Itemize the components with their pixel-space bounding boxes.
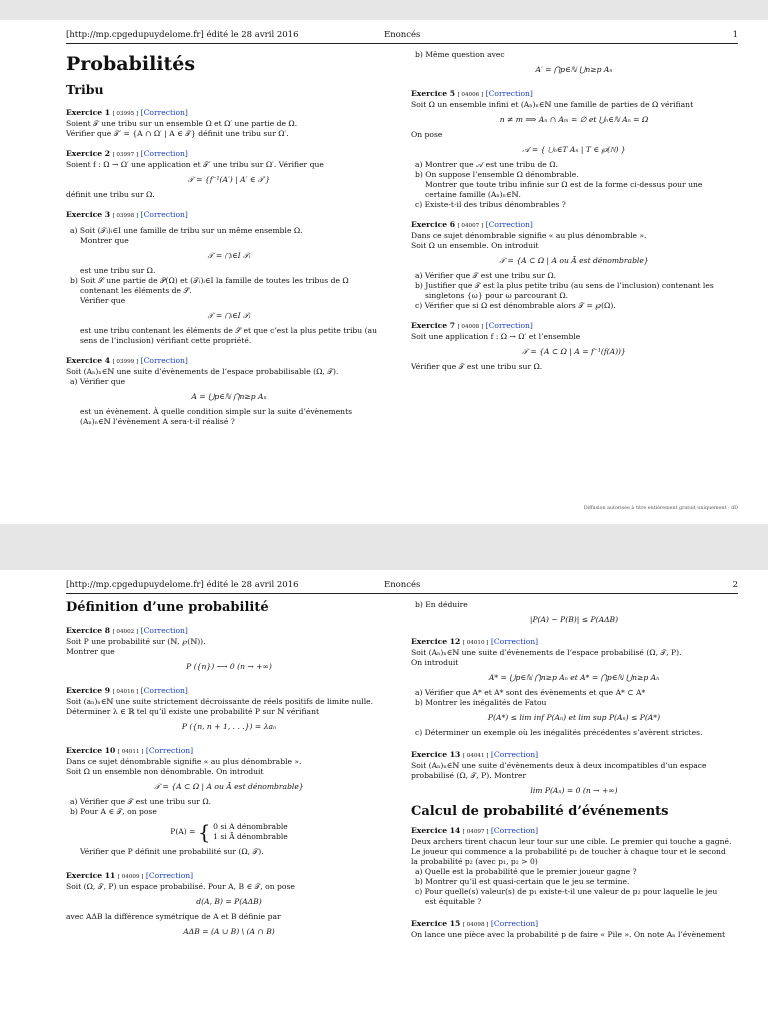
display-formula: A* = ⋃p∈ℕ ⋂n≥p Aₙ et A* = ⋂p∈ℕ ⋃n≥p Aₙ	[488, 673, 660, 682]
exercise-label: Exercice 1	[66, 108, 111, 117]
exercise-label: Exercice 11	[66, 871, 116, 880]
exercise-text: singletons {ω} pour ω parcourant Ω.	[425, 291, 569, 300]
exercise-label: Exercice 3	[66, 210, 111, 219]
exercise-code: [ 04009 ]	[117, 874, 144, 880]
exercise	[411, 919, 737, 940]
display-formula: 𝒯 = ⋂ᵢ∈I 𝒯ᵢ	[207, 311, 251, 320]
exercise-text: Vérifier que	[80, 296, 126, 305]
brace-symbol: {	[197, 820, 211, 844]
exercise-text: sens de l’inclusion) vérifiant cette propriété.	[80, 336, 252, 345]
question-item: c) Déterminer un exemple où les inégalités précédentes s’avèrent strictes.	[415, 728, 703, 737]
exercise-code: [ 03997 ]	[112, 152, 139, 158]
piecewise-cases	[213, 822, 288, 842]
exercise-label: Exercice 10	[66, 746, 116, 755]
question-item: b) Montrer les inégalités de Fatou	[415, 698, 547, 707]
exercise-label: Exercice 5	[411, 89, 456, 98]
document-page-1	[0, 20, 768, 524]
exercise-code: [ 04041 ]	[462, 753, 489, 759]
exercise-text: Soit (Aₙ)ₙ∈ℕ une suite d’évènements de l’espace probabilisable (Ω, 𝒯).	[66, 367, 339, 376]
page-footer: Diffusion autorisée à titre entièrement gratuit uniquement - dD	[583, 506, 738, 511]
question-item: a) Soit (𝒯ᵢ)ᵢ∈I une famille de tribu sur un même ensemble Ω.	[70, 226, 303, 235]
exercise-label: Exercice 2	[66, 149, 111, 158]
display-formula: 𝒯 = {A ⊂ Ω | A ou Ā est dénombrable}	[154, 782, 304, 791]
exercise-text: (Aₙ)ₙ∈ℕ l’évènement A sera-t-il réalisé ?	[80, 417, 235, 426]
question-item: b) Soit 𝒮 une partie de 𝒫(Ω) et (𝒯ᵢ)ᵢ∈I la famille de toutes les tribus de Ω	[70, 276, 349, 285]
correction-link[interactable]: [Correction]	[145, 871, 194, 880]
question-item: b) Même question avec	[415, 50, 505, 59]
question-item: a) Vérifier que A* et A* sont des évènements et que A* ⊂ A*	[415, 688, 646, 697]
exercise	[66, 746, 392, 857]
exercise-text: est équitable ?	[425, 897, 482, 906]
exercise	[411, 89, 737, 210]
header-section: Enoncés	[384, 580, 421, 590]
correction-link[interactable]: [Correction]	[140, 149, 188, 158]
document-title: Probabilités	[66, 53, 196, 75]
exercise-text: la probabilité p₂ (avec p₁, p₂ > 0)	[411, 857, 538, 866]
correction-link[interactable]: [Correction]	[140, 686, 188, 695]
piecewise-definition	[66, 822, 392, 842]
display-formula: n ≠ m ⟹ Aₙ ∩ Aₘ = ∅ et ⋃ₙ∈ℕ Aₙ = Ω	[499, 115, 649, 124]
question-item: a) Vérifier que	[70, 377, 126, 386]
exercise-text: est un évènement. À quelle condition simple sur la suite d’évènements	[80, 407, 353, 416]
exercise-text: On pose	[411, 130, 443, 139]
exercise-label: Exercice 15	[411, 919, 461, 928]
document-page-2	[0, 570, 768, 1024]
case-line: 1 si Ā dénombrable	[213, 832, 288, 841]
correction-link[interactable]: [Correction]	[490, 750, 539, 759]
correction-link[interactable]: [Correction]	[140, 356, 188, 365]
question-item: c) Pour quelle(s) valeur(s) de p₁ existe-t-il une valeur de p₂ pour laquelle le jeu	[415, 887, 718, 896]
exercise-label: Exercice 14	[411, 826, 461, 835]
exercise	[411, 826, 737, 907]
exercise-text: Montrer que	[66, 647, 115, 656]
exercise	[66, 626, 392, 672]
exercise-text: Soit (Aₙ)ₙ∈ℕ une suite d’évènements deux à deux incompatibles d’un espace	[411, 761, 707, 770]
correction-link[interactable]: [Correction]	[490, 826, 539, 835]
correction-link[interactable]: [Correction]	[140, 210, 188, 219]
question-item: a) Vérifier que 𝒯 est une tribu sur Ω.	[415, 271, 557, 280]
exercise-text: définit une tribu sur Ω.	[66, 190, 155, 199]
correction-link[interactable]: [Correction]	[490, 637, 539, 646]
exercise-code: [ 04097 ]	[462, 829, 489, 835]
section-heading: Tribu	[66, 82, 104, 97]
exercise-label: Exercice 8	[66, 626, 111, 635]
header-source-link[interactable]: [http://mp.cpgedupuydelome.fr] édité le 28 avril 2016	[66, 580, 299, 590]
correction-link[interactable]: [Correction]	[140, 626, 188, 635]
exercise-text: Montrer que	[80, 236, 129, 245]
exercise-label: Exercice 7	[411, 321, 456, 330]
exercise-text: Soit (Ω, 𝒯, P) un espace probabilisé. Pour A, B ∈ 𝒯, on pose	[66, 882, 295, 891]
exercise-text: Soient 𝒯 une tribu sur un ensemble Ω et Ω′ une partie de Ω.	[66, 119, 298, 128]
exercise-text: Vérifier que 𝒯′ = {A ∩ Ω′ | A ∈ 𝒯} définit une tribu sur Ω′.	[66, 129, 289, 138]
question-item: b) En déduire	[415, 600, 468, 609]
display-formula: lim P(Aₙ) = 0 (n → +∞)	[530, 786, 618, 795]
display-formula: 𝒯 = {A ⊂ Ω | A = f⁻¹(f(A))}	[522, 347, 626, 356]
exercise-code: [ 04006 ]	[457, 92, 484, 98]
exercise-text: Deux archers tirent chacun leur tour sur une cible. Le premier qui touche a gagné.	[411, 837, 732, 846]
page-number: 2	[732, 580, 738, 590]
display-formula: A′ = ⋂p∈ℕ ⋃n≥p Aₙ	[535, 65, 613, 74]
exercise-label: Exercice 6	[411, 220, 456, 229]
correction-link[interactable]: [Correction]	[490, 919, 539, 928]
exercise-text: Soit P une probabilité sur (ℕ, ℘(ℕ)).	[66, 637, 206, 646]
right-column	[411, 50, 737, 372]
display-formula: P(A*) ≤ lim inf P(Aₙ) et lim sup P(Aₙ) ≤ P(A*)	[487, 713, 661, 722]
exercise-text: Soit Ω un ensemble infini et (Aₙ)ₙ∈ℕ une famille de parties de Ω vérifiant	[411, 100, 694, 109]
header-source-link[interactable]: [http://mp.cpgedupuydelome.fr] édité le 28 avril 2016	[66, 30, 299, 40]
display-formula: 𝒯 = {f⁻¹(A′) | A′ ∈ 𝒯′}	[187, 175, 271, 184]
exercise-code: [ 03999 ]	[112, 359, 139, 365]
correction-link[interactable]: [Correction]	[485, 89, 533, 98]
correction-link[interactable]: [Correction]	[140, 108, 188, 117]
right-column	[411, 600, 737, 940]
question-item: a) Vérifier que 𝒯 est une tribu sur Ω.	[70, 797, 212, 806]
exercise-label: Exercice 13	[411, 750, 461, 759]
case-line: 0 si A dénombrable	[213, 822, 288, 831]
exercise-text: Soit (aₙ)ₙ∈ℕ une suite strictement décroissante de réels positifs de limite nulle.	[66, 697, 374, 706]
exercise	[411, 321, 737, 372]
exercise-text: Montrer que toute tribu infinie sur Ω est de la forme ci-dessus pour une	[425, 180, 703, 189]
exercise	[66, 871, 392, 937]
exercise-text: Soit (Aₙ)ₙ∈ℕ une suite d’évènements de l’espace probabilisé (Ω, 𝒯, P).	[411, 648, 682, 657]
exercise-text: Dans ce sujet dénombrable signifie « au plus dénombrable ».	[66, 757, 302, 766]
left-column	[66, 600, 392, 942]
exercise-text: probabilisé (Ω, 𝒯, P). Montrer	[411, 771, 527, 780]
exercise-text: avec AΔB la différence symétrique de A et B définie par	[66, 912, 281, 921]
question-item: b) Justifier que 𝒯 est la plus petite tribu (au sens de l’inclusion) contenant les	[415, 281, 714, 290]
exercise-code: [ 04011 ]	[117, 749, 144, 755]
exercise-text: On lance une pièce avec la probabilité p de faire « Pile ». On note Aₙ l’évènement	[411, 930, 726, 939]
exercise-label: Exercice 4	[66, 356, 111, 365]
correction-link[interactable]: [Correction]	[145, 746, 194, 755]
page-header	[66, 30, 738, 44]
exercise	[411, 637, 737, 738]
exercise-label: Exercice 9	[66, 686, 111, 695]
question-item: c) Vérifier que si Ω est dénombrable alors 𝒯 = ℘(Ω).	[415, 301, 616, 310]
exercise-code: [ 04016 ]	[112, 689, 139, 695]
page-header	[66, 580, 738, 594]
exercise	[66, 108, 392, 139]
question-item: a) Quelle est la probabilité que le premier joueur gagne ?	[415, 867, 637, 876]
exercise-text: certaine famille (Aₙ)ₙ∈ℕ.	[425, 190, 521, 199]
question-item: c) Existe-t-il des tribus dénombrables ?	[415, 200, 566, 209]
left-column	[66, 50, 392, 427]
display-formula: P ({n, n + 1, . . .}) = λaₙ	[181, 722, 277, 731]
exercise	[66, 356, 392, 427]
display-formula: |P(A) − P(B)| ≤ P(AΔB)	[529, 615, 619, 624]
exercise-text: contenant les éléments de 𝒮.	[80, 286, 192, 295]
section-heading: Définition d’une probabilité	[66, 600, 269, 615]
exercise-code: [ 04002 ]	[112, 629, 139, 635]
display-formula: A = ⋃p∈ℕ ⋂n≥p Aₙ	[191, 392, 267, 401]
display-formula: 𝒜 = { ⋃ₙ∈T Aₙ | T ∈ ℘(ℕ) }	[522, 145, 626, 154]
exercise-text: est une tribu contenant les éléments de 𝒮 et que c’est la plus petite tribu (au	[80, 326, 377, 335]
display-formula: 𝒯 = ⋂ᵢ∈I 𝒯ᵢ	[207, 251, 251, 260]
display-formula: d(A, B) = P(AΔB)	[196, 897, 262, 906]
question-item: b) Pour A ∈ 𝒯, on pose	[70, 807, 157, 816]
exercise	[411, 750, 737, 796]
exercise	[66, 149, 392, 200]
section-heading: Calcul de probabilité d’événements	[411, 804, 669, 819]
exercise-code: [ 03995 ]	[112, 111, 139, 117]
piecewise-lhs: P(A) =	[170, 827, 196, 836]
exercise-text: Le joueur qui commence a la probabilité p₁ de toucher à chaque tour et le second	[411, 847, 726, 856]
exercise-text: Vérifier que 𝒯 est une tribu sur Ω.	[411, 362, 543, 371]
exercise-code: [ 04007 ]	[457, 223, 484, 229]
exercise-code: [ 04098 ]	[462, 922, 489, 928]
exercise-text: Soit Ω un ensemble non dénombrable. On introduit	[66, 767, 264, 776]
question-item: b) On suppose l’ensemble Ω dénombrable.	[415, 170, 579, 179]
exercise-text: Soient f : Ω → Ω′ une application et 𝒯′ une tribu sur Ω′. Vérifier que	[66, 160, 324, 169]
display-formula: AΔB = (A ∪ B) \ (A ∩ B)	[183, 927, 275, 936]
display-formula: P ({n}) ⟶ 0 (n → +∞)	[186, 662, 272, 671]
correction-link[interactable]: [Correction]	[485, 321, 533, 330]
exercise-text: Dans ce sujet dénombrable signifie « au plus dénombrable ».	[411, 231, 647, 240]
exercise-text: est une tribu sur Ω.	[80, 266, 156, 275]
exercise-text: On introduit	[411, 658, 459, 667]
exercise	[411, 220, 737, 311]
correction-link[interactable]: [Correction]	[485, 220, 533, 229]
page-number: 1	[732, 30, 738, 40]
exercise-label: Exercice 12	[411, 637, 461, 646]
exercise-text: Soit une application f : Ω → Ω′ et l’ensemble	[411, 332, 581, 341]
header-section: Enoncés	[384, 30, 421, 40]
exercise-code: [ 03998 ]	[112, 213, 139, 219]
exercise	[66, 686, 392, 732]
display-formula: 𝒯 = {A ⊂ Ω | A ou Ā est dénombrable}	[499, 256, 649, 265]
question-item: b) Montrer qu’il est quasi-certain que le jeu se termine.	[415, 877, 630, 886]
exercise-text: Déterminer λ ∈ ℝ tel qu’il existe une probabilité P sur ℕ vérifiant	[66, 707, 320, 716]
exercise-code: [ 04008 ]	[457, 324, 484, 330]
exercise	[66, 210, 392, 346]
exercise-code: [ 04010 ]	[462, 640, 489, 646]
exercise-text: Vérifier que P définit une probabilité sur (Ω, 𝒯).	[80, 847, 264, 856]
question-item: a) Montrer que 𝒜 est une tribu de Ω.	[415, 160, 558, 169]
exercise-text: Soit Ω un ensemble. On introduit	[411, 241, 539, 250]
